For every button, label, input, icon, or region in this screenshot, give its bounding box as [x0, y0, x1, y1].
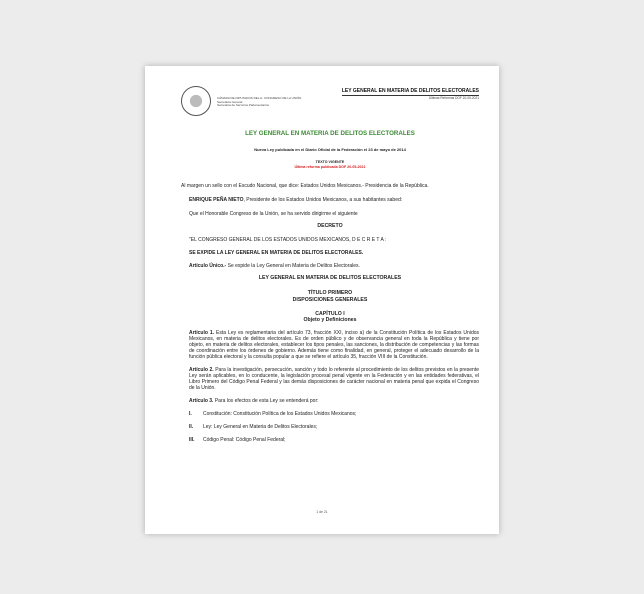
list-item	[181, 411, 479, 417]
item-number: II.	[189, 424, 194, 431]
header-reform-ref: Últimas Reformas DOF 20-05-2021	[428, 96, 479, 100]
decreto-heading: DECRETO	[317, 223, 343, 229]
paragraph-congress: Que el Honorable Congreso de la Unión, se ha servido dirigirme el siguiente	[189, 211, 358, 217]
titulo-subheading: DISPOSICIONES GENERALES	[292, 296, 368, 303]
chamber-line: CÁMARA DE DIPUTADOS DEL H. CONGRESO DE LA UNIÓN	[217, 96, 302, 100]
item-text: Ley: Ley General en Materia de Delitos Electorales;	[203, 424, 318, 431]
president-text: , Presidente de los Estados Unidos Mexicanos, a sus habitantes sabed:	[243, 197, 403, 203]
article-1	[181, 330, 479, 360]
paragraph-articulo-unico	[181, 263, 479, 269]
article-2	[181, 367, 479, 391]
main-title: LEY GENERAL EN MATERIA DE DELITOS ELECTORALES	[245, 130, 415, 137]
item-text: Código Penal: Código Penal Federal;	[203, 437, 286, 444]
texto-vigente: TEXTO VIGENTE	[315, 160, 345, 164]
list-item	[181, 424, 479, 430]
paragraph-expide: SE EXPIDE LA LEY GENERAL EN MATERIA DE DELITOS ELECTORALES.	[189, 250, 364, 257]
article-1-label: Artículo 1.	[189, 330, 215, 337]
article-3-label: Artículo 3.	[189, 398, 214, 405]
national-seal-icon	[181, 86, 211, 116]
capitulo-subheading: Objeto y Definiciones	[303, 317, 357, 324]
chamber-line: Secretaría de Servicios Parlamentarios	[217, 103, 270, 108]
article-2-label: Artículo 2.	[189, 367, 214, 374]
titulo-heading: TÍTULO PRIMERO	[307, 290, 353, 297]
document-header	[181, 86, 479, 124]
header-law-title: LEY GENERAL EN MATERIA DE DELITOS ELECTORALES	[341, 88, 479, 94]
president-name: ENRIQUE PEÑA NIETO	[189, 197, 244, 203]
article-2-text: Para la investigación, persecución, sanción y todo lo referente al procedimiento de los delitos previstos en la presente Ley serán aplicables, en lo conducente, la legislación procesal penal vigente en la Federación y en las entidades federativas, el Libro Primero del Código Penal Federal y las demás disposiciones de carácter nacional en materia penal que expida el Congreso de la Unión.	[189, 367, 479, 392]
item-number: III.	[189, 437, 195, 444]
capitulo-heading: CAPÍTULO I	[315, 310, 345, 317]
article-3	[181, 398, 479, 404]
page-number: 1 de 21	[316, 510, 328, 514]
paragraph-decreta: "EL CONGRESO GENERAL DE LOS ESTADOS UNIDOS MEXICANOS, D E C R E T A :	[189, 237, 387, 244]
articulo-unico-label: Artículo Único.-	[189, 263, 227, 270]
publication-line: Nueva Ley publicada en el Diario Oficial de la Federación el 23 de mayo de 2014	[254, 147, 406, 152]
paragraph-president	[181, 197, 479, 203]
last-reform: Última reforma publicada DOF 20-05-2021	[294, 165, 366, 169]
chamber-line: Secretaría General	[217, 99, 243, 104]
paragraph-seal: Al margen un sello con el Escudo Nacional, que dice: Estados Unidos Mexicanos.- Presidencia de la República.	[181, 183, 429, 189]
article-3-text: Para los efectos de esta Ley se entenderá por:	[213, 398, 319, 405]
document-page	[145, 66, 499, 534]
item-text: Constitución: Constitución Política de los Estados Unidos Mexicanos;	[203, 411, 357, 418]
article-1-text: Esta Ley es reglamentaria del artículo 73, fracción XXI, inciso a) de la Constitución Política de los Estados Unidos Mexicanos, en materia de delitos electorales. Es de orden público y de observancia general en toda la República y tiene por objeto, en materia de delitos electorales, establecer los tipos penales, las sanciones, la distribución de competencias y las formas de coordinación entre los órdenes de gobierno. Además tiene como finalidad, en general, proteger el adecuado desarrollo de la función pública electoral y la consulta popular a que se refiere el artículo 35, fracción VIII de la Constitución.	[189, 330, 480, 361]
law-heading: LEY GENERAL EN MATERIA DE DELITOS ELECTORALES	[258, 275, 402, 282]
item-number: I.	[189, 411, 192, 418]
articulo-unico-text: Se expide la Ley General en Materia de Delitos Electorales.	[226, 263, 360, 270]
chamber-info	[217, 97, 301, 108]
list-item	[181, 437, 479, 443]
